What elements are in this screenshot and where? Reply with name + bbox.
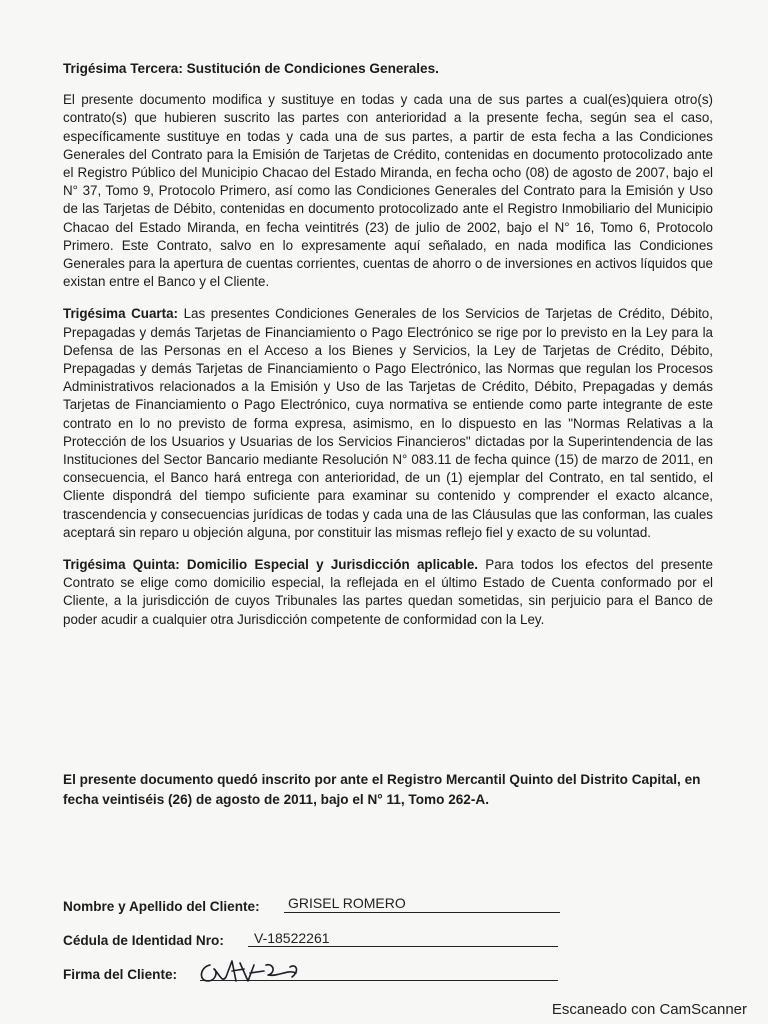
client-signature-label: Firma del Cliente: [63, 967, 178, 982]
clause-33-title: Trigésima Tercera: Sustitución de Condiciones Generales. [63, 61, 439, 76]
clause-34-title: Trigésima Cuarta: [63, 306, 178, 322]
camscanner-watermark: Escaneado con CamScanner [551, 1001, 747, 1018]
clause-34-body: Las presentes Condiciones Generales de los Servicios de Tarjetas de Crédito, Débito, Prepagadas y demás Tarjetas de Financiamiento o Pago Electrónico se rige por lo previsto en la Ley para la Defensa de las Personas en el Acceso a los Bienes y Servicios, la Ley de Tarjetas de Crédito, Débito, Prepagadas y demás Tarjetas de Financiamiento o Pago Electrónico, las Normas que regulan los Procesos Administrativos relacionados a la Emisión y Uso de las Tarjetas de Crédito, Débito, Prepagadas y demás Tarjetas de Financiamiento o Pago Electrónico, cuya normativa se entiende como parte integrante de este contrato en lo no previsto de forma expresa, asimismo, en lo dispuesto en las "Normas Relativas a la Protección de los Usuarios y Usuarias de los Servicios Financieros" dictadas por la Superintendencia de las Instituciones del Sector Bancario mediante Resolución N° 083.11 de fecha quince (15) de marzo de 2011, en consecuencia, el Banco hará entrega con anterioridad, de un (1) ejemplar del Contrato, en tal sentido, el Cliente dispondrá del tiempo suficiente para examinar su contenido y comprender el exacto alcance, trascendencia y consecuencias jurídicas de todas y cada una de las Cláusulas que las conforman, las cuales aceptará sin reparo u objeción alguna, por constituir las mismas reflejo fiel y exacto de su voluntad. [63, 306, 713, 540]
registration-note: El presente documento quedó inscrito por ante el Registro Mercantil Quinto del Distrito Capital, en fecha veintiséis (26) de agosto de 2011, bajo el N° 11, Tomo 262-A. [63, 772, 701, 807]
document-body [63, 60, 713, 643]
client-id-line [248, 946, 558, 947]
clause-35 [63, 556, 713, 629]
clause-34 [63, 305, 713, 542]
client-name-value: GRISEL ROMERO [288, 895, 406, 911]
client-id-row [63, 933, 224, 948]
client-name-row [63, 899, 260, 914]
client-name-label: Nombre y Apellido del Cliente: [63, 899, 260, 914]
clause-33-body: El presente documento modifica y sustituye en todas y cada una de sus partes a cual(es)quiera otro(s) contrato(s) que hubieren suscrito las partes con anterioridad a la presente fecha, según sea el caso, específicamente sustituye en todas y cada una de sus partes, a partir de esta fecha a las Condiciones Generales del Contrato para la Emisión de Tarjetas de Crédito, contenidas en documento protocolizado ante el Registro Público del Municipio Chacao del Estado Miranda, en fecha ocho (08) de agosto de 2007, bajo el N° 37, Tomo 9, Protocolo Primero, así como las Condiciones Generales del Contrato para la Emisión y Uso de las Tarjetas de Débito, contenidas en documento protocolizado ante el Registro Inmobiliario del Municipio Chacao del Estado Miranda, en fecha veintitrés (23) de julio de 2002, bajo el N° 16, Tomo 6, Protocolo Primero. Este Contrato, salvo en lo expresamente aquí señalado, en nada modifica las Condiciones Generales para la apertura de cuentas corrientes, cuentas de ahorro o de inversiones en activos líquidos que existan entre el Banco y el Cliente. [63, 92, 713, 290]
client-id-value: V-18522261 [254, 930, 330, 946]
client-signature-row [63, 967, 177, 982]
handwritten-signature-icon [192, 955, 312, 991]
client-id-label: Cédula de Identidad Nro: [63, 933, 224, 948]
client-name-line [284, 912, 560, 913]
clause-35-title: Trigésima Quinta: Domicilio Especial y Jurisdicción aplicable. [63, 557, 478, 573]
clause-35-body: Para todos los efectos del presente Contrato se elige como domicilio especial, la reflejada en el último Estado de Cuenta conformado por el Cliente, a la jurisdicción de cuyos Tribunales las partes quedan sometidas, sin perjuicio para el Banco de poder acudir a cualquier otra Jurisdicción competente de conformidad con la Ley. [63, 557, 713, 627]
